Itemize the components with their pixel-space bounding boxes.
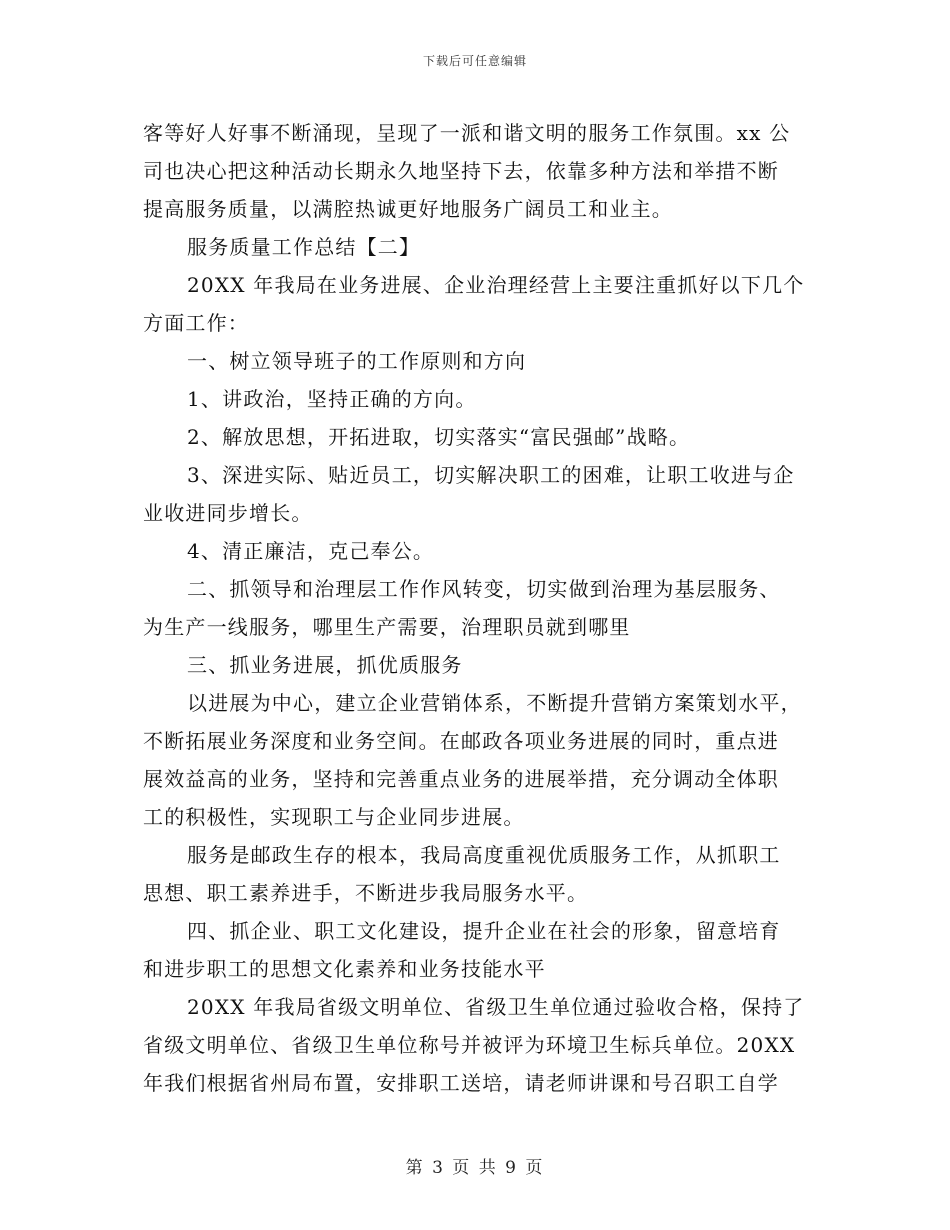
page-header: 下载后可任意编辑: [422, 54, 527, 68]
text-line: 四、抓企业、职工文化建设，提升企业在社会的形象，留意培育: [187, 919, 781, 943]
text-line: 1、讲政治，坚持正确的方向。: [187, 387, 477, 411]
text-line: 以进展为中心，建立企业营销体系，不断提升营销方案策划水平，: [187, 691, 802, 715]
text-line: 思想、职工素养进手，不断进步我局服务水平。: [143, 881, 589, 905]
document-body: [143, 114, 808, 1102]
text-line: 20XX 年我局在业务进展、企业治理经营上主要注重抓好以下几个: [187, 273, 805, 297]
text-line: 二、抓领导和治理层工作作风转变，切实做到治理为基层服务、: [187, 577, 781, 601]
text-line: 不断拓展业务深度和业务空间。在邮政各项业务进展的同时，重点进: [143, 729, 779, 753]
text-line: 司也决心把这种活动长期永久地坚持下去，依靠多种方法和举措不断: [143, 159, 779, 183]
text-line: 提高服务质量，以满腔热诚更好地服务广阔员工和业主。: [143, 197, 673, 221]
text-line: 工的积极性，实现职工与企业同步进展。: [143, 805, 525, 829]
text-line: 省级文明单位、省级卫生单位称号并被评为环境卫生标兵单位。20XX: [143, 1033, 796, 1057]
text-line: 客等好人好事不断涌现，呈现了一派和谐文明的服务工作氛围。xx 公: [143, 121, 791, 145]
text-line: 为生产一线服务，哪里生产需要，治理职员就到哪里: [143, 615, 631, 639]
text-line: 三、抓业务进展，抓优质服务: [187, 653, 463, 677]
text-line: 4、清正廉洁，克己奉公。: [187, 539, 435, 563]
text-line: 展效益高的业务，坚持和完善重点业务的进展举措，充分调动全体职: [143, 767, 779, 791]
text-line: 服务是邮政生存的根本，我局高度重视优质服务工作，从抓职工: [187, 843, 781, 867]
text-line: 一、树立领导班子的工作原则和方向: [187, 349, 527, 373]
text-line: 服务质量工作总结【二】: [187, 235, 421, 259]
text-line: 3、深进实际、贴近员工，切实解决职工的困难，让职工收进与企: [187, 463, 795, 487]
text-line: 和进步职工的思想文化素养和业务技能水平: [143, 957, 546, 981]
text-line: 20XX 年我局省级文明单位、省级卫生单位通过验收合格，保持了: [187, 995, 805, 1019]
text-line: 年我们根据省州局布置，安排职工送培，请老师讲课和号召职工自学: [143, 1071, 779, 1095]
text-line: 2、解放思想，开拓进取，切实落实“富民强邮”战略。: [187, 425, 691, 449]
text-line: 方面工作：: [143, 311, 249, 335]
text-line: 业收进同步增长。: [143, 501, 313, 525]
page-number-footer: 第 3 页 共 9 页: [405, 1158, 545, 1178]
